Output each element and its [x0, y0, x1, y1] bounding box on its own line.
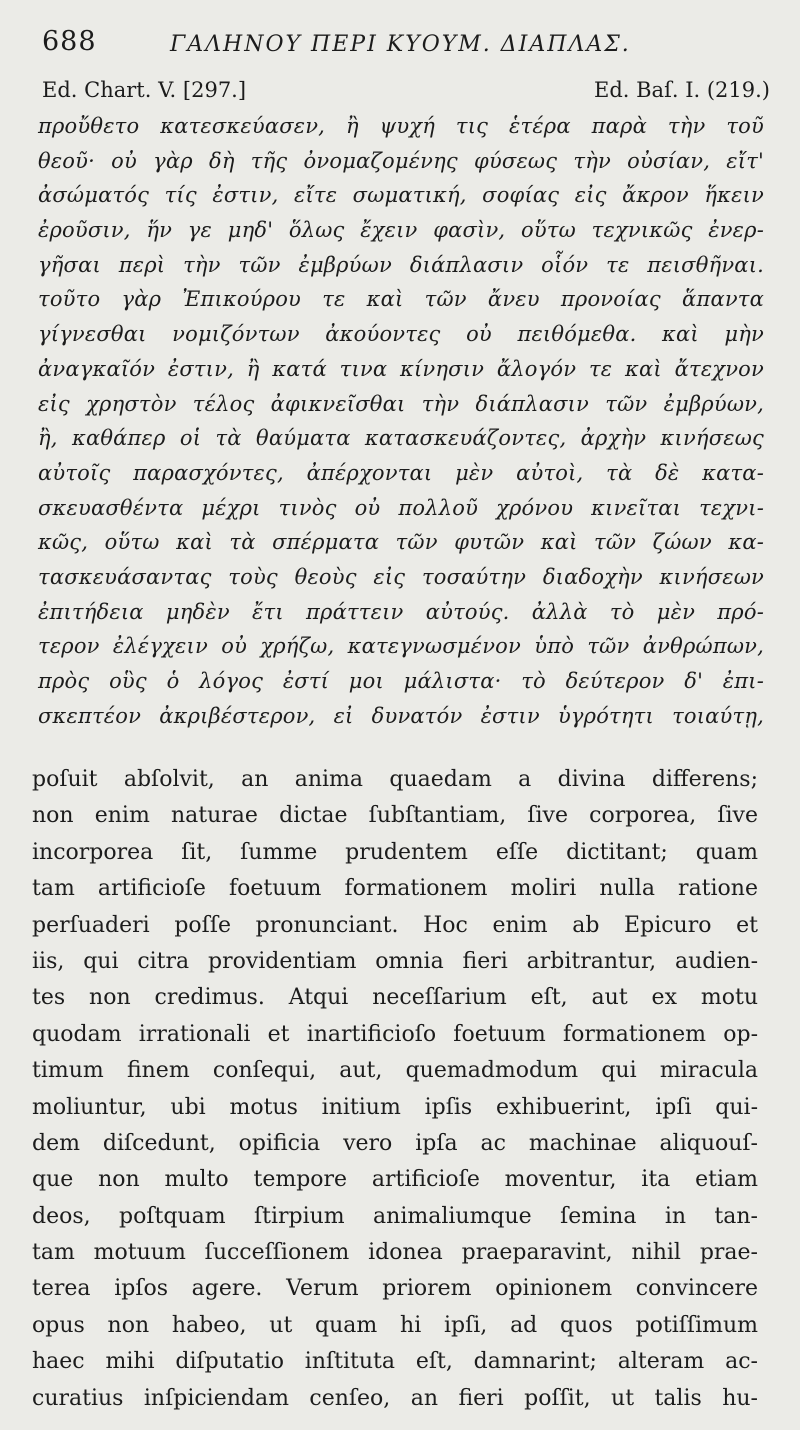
latin-line: timum finem conſequi, aut, quemadmodum qui miracula	[32, 1058, 758, 1084]
latin-line: moliuntur, ubi motus initium ipſis exhibuerint, ipſi qui-	[32, 1094, 758, 1120]
latin-line: opus non habeo, ut quam hi ipſi, ad quos potiſſimum	[32, 1312, 758, 1338]
running-head	[38, 22, 770, 66]
greek-line: γῆσαι περὶ τὴν τῶν ἐμβρύων διάπλασιν οἷόν τε πεισθῆναι.	[38, 252, 764, 277]
latin-line: deos, poſtquam ſtirpium animaliumque ſemina in tan-	[32, 1203, 758, 1229]
greek-line: σκεπτέον ἀκριβέστερον, εἰ δυνατόν ἐστιν ὑγρότητι τοιαύτῃ,	[38, 703, 764, 728]
greek-line: προὔθετο κατεσκεύασεν, ἢ ψυχή τις ἑτέρα παρὰ τὴν τοῦ	[38, 114, 764, 138]
latin-line: non enim naturae dictae ſubſtantiam, ſive corporea, ſive	[32, 803, 758, 829]
latin-line: incorporea ſit, ſumme prudentem eſſe dictitant; quam	[32, 839, 758, 865]
latin-line: tam motuum ſucceſſionem idonea praeparavint, nihil prae-	[32, 1240, 758, 1266]
latin-line: curatius inſpiciendam cenſeo, an fieri poſſit, ut talis hu-	[32, 1385, 758, 1411]
latin-line: haec mihi diſputatio inſtituta eſt, damnarint; alteram ac-	[32, 1349, 758, 1375]
greek-line: τερον ἐλέγχειν οὐ χρήζω, κατεγνωσμένον ὑπὸ τῶν ἀνθρώπων,	[38, 634, 764, 659]
latin-line: que non multo tempore artificioſe moventur, ita etiam	[32, 1167, 758, 1193]
latin-line: quodam irrationali et inartificioſo foetuum formationem op-	[32, 1021, 758, 1047]
latin-line: iis, qui citra providentiam omnia fieri arbitrantur, audien-	[32, 948, 758, 974]
edition-reference-right: Ed. Baſ. I. (219.)	[594, 78, 770, 102]
latin-line: tam artificioſe foetuum formationem moliri nulla ratione	[32, 876, 758, 902]
greek-line: πρὸς οὓς ὁ λόγος ἐστί μοι μάλιστα· τὸ δεύτερον δ' ἐπι-	[38, 669, 764, 693]
greek-line: γίγνεσθαι νομιζόντων ἀκούοντες οὐ πειθόμεθα. καὶ μὴν	[38, 322, 764, 347]
greek-line: κῶς, οὕτω καὶ τὰ σπέρματα τῶν φυτῶν καὶ τῶν ζώων κα-	[38, 530, 764, 555]
greek-line: τοῦτο γὰρ Ἐπικούρου τε καὶ τῶν ἄνευ προνοίας ἅπαντα	[38, 287, 764, 312]
greek-line: ἀσώματός τίς ἐστιν, εἴτε σωματική, σοφίας εἰς ἄκρον ἥκειν	[38, 183, 764, 208]
latin-line: terea ipſos agere. Verum priorem opinionem convincere	[32, 1276, 758, 1302]
latin-line: dem diſcedunt, opificia vero ipſa ac machinae aliquouſ-	[32, 1130, 758, 1156]
greek-line: ἐπιτήδεια μηδὲν ἔτι πράττειν αὐτούς. ἀλλὰ τὸ μὲν πρό-	[38, 599, 764, 624]
page-number: 688	[42, 26, 97, 57]
greek-line: ἀναγκαῖόν ἐστιν, ἢ κατά τινα κίνησιν ἄλογόν τε καὶ ἄτεχνον	[38, 356, 764, 381]
greek-line: ἐροῦσιν, ἥν γε μηδ' ὅλως ἔχειν φασὶν, οὕτω τεχνικῶς ἐνερ-	[38, 218, 764, 243]
greek-text	[38, 109, 764, 733]
greek-line: θεοῦ· οὐ γὰρ δὴ τῆς ὀνομαζομένης φύσεως τὴν οὐσίαν, εἴτ'	[38, 148, 764, 173]
edition-reference-left: Ed. Chart. V. [297.]	[42, 78, 247, 102]
greek-line: ἢ, καθάπερ οἱ τὰ θαύματα κατασκευάζοντες, ἀρχὴν κινήσεως	[38, 426, 764, 451]
greek-line: αὐτοῖς παρασχόντες, ἀπέρχονται μὲν αὐτοὶ, τὰ δὲ κατα-	[38, 460, 764, 485]
latin-line: perſuaderi poſſe pronunciant. Hoc enim ab Epicuro et	[32, 912, 758, 938]
greek-line: τασκευάσαντας τοὺς θεοὺς εἰς τοσαύτην διαδοχὴν κινήσεων	[38, 564, 764, 589]
latin-line: tes non credimus. Atqui neceſſarium eſt, aut ex motu	[32, 985, 758, 1011]
edition-references	[38, 78, 770, 106]
running-title: ΓΑΛΗΝΟΥ ΠΕΡΙ ΚΥΟΥΜ. ΔΙΑΠΛΑΣ.	[170, 32, 631, 57]
greek-line: εἰς χρηστὸν τέλος ἀφικνεῖσθαι τὴν διάπλασιν τῶν ἐμβρύων,	[38, 391, 764, 416]
latin-line: poſuit abſolvit, an anima quaedam a divina differens;	[32, 767, 758, 792]
greek-line: σκευασθέντα μέχρι τινὸς οὐ πολλοῦ χρόνου κινεῖται τεχνι-	[38, 495, 764, 520]
latin-translation	[32, 762, 758, 1417]
